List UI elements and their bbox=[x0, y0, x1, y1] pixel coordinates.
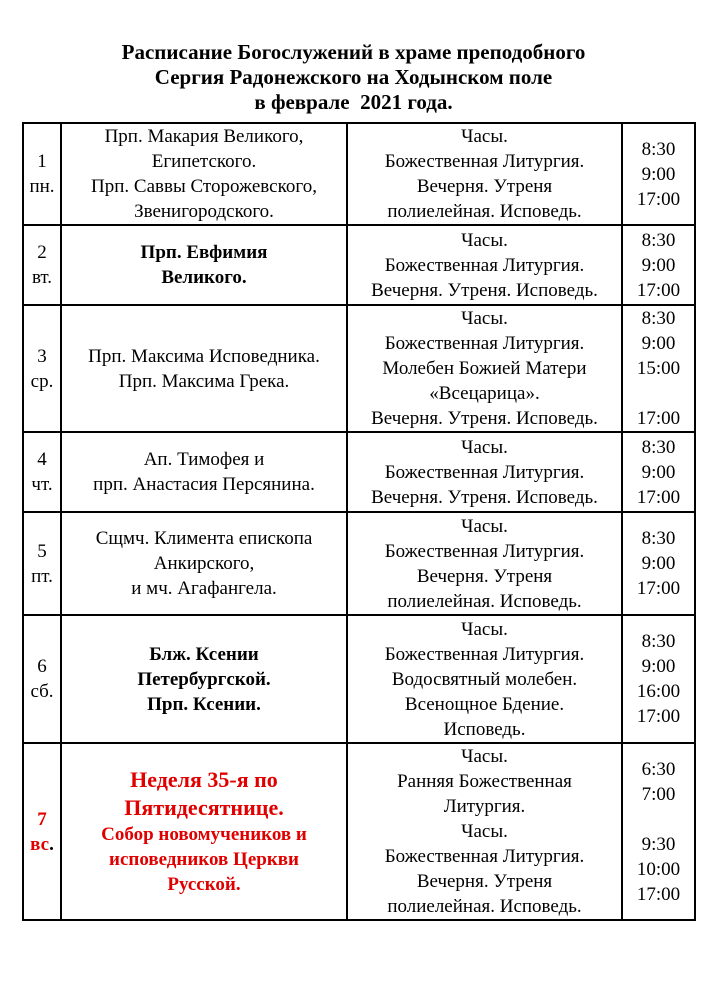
time-cell bbox=[622, 123, 695, 225]
service-line: Божественная Литургия. bbox=[384, 643, 585, 665]
time-value: 10:00 bbox=[636, 858, 681, 880]
time-cell bbox=[622, 432, 695, 512]
saint-cell bbox=[61, 512, 347, 615]
service-line: Часы. bbox=[461, 618, 508, 640]
saint-line: Египетского. bbox=[151, 151, 257, 172]
saint-cell bbox=[61, 123, 347, 225]
day-cell bbox=[23, 305, 61, 432]
time-spacer bbox=[623, 381, 694, 406]
day-cell bbox=[23, 123, 61, 225]
saint-cell bbox=[61, 432, 347, 512]
time-value: 9:00 bbox=[641, 163, 676, 185]
time-value: 17:00 bbox=[636, 279, 681, 301]
time-value: 8:30 bbox=[641, 229, 676, 251]
page-title bbox=[0, 40, 707, 115]
service-line: Водосвятный молебен. bbox=[391, 668, 578, 690]
time-value: 8:30 bbox=[641, 138, 676, 160]
saint-line: Великого. bbox=[161, 267, 247, 288]
time-value: 9:30 bbox=[641, 833, 676, 855]
saint-cell bbox=[61, 225, 347, 305]
service-line: полиелейная. Исповедь. bbox=[387, 590, 582, 612]
time-value: 8:30 bbox=[641, 631, 676, 652]
weekday: пн. bbox=[29, 176, 55, 197]
day-number: 7 bbox=[37, 808, 47, 830]
time-value: 9:00 bbox=[641, 333, 676, 354]
day-number: 1 bbox=[37, 151, 47, 172]
time-value: 17:00 bbox=[636, 706, 681, 727]
service-line: Всенощное Бдение. bbox=[404, 693, 565, 715]
services-cell bbox=[347, 615, 622, 743]
service-line: Вечерня. Утреня bbox=[416, 565, 553, 587]
weekday: чт. bbox=[31, 474, 53, 495]
service-line: Литургия. bbox=[443, 796, 526, 817]
day-cell bbox=[23, 743, 61, 920]
table-row bbox=[23, 123, 695, 225]
saint-line: Блж. Ксении bbox=[149, 643, 259, 665]
saint-line: Прп. Максима Грека. bbox=[118, 370, 290, 392]
time-value: 17:00 bbox=[636, 578, 681, 599]
time-cell bbox=[622, 615, 695, 743]
day-number: 4 bbox=[37, 449, 47, 470]
service-line: Божественная Литургия. bbox=[384, 254, 585, 276]
time-value: 9:00 bbox=[641, 553, 676, 574]
day-number: 3 bbox=[37, 345, 47, 367]
service-line: Часы. bbox=[461, 308, 508, 329]
service-line: Ранняя Божественная bbox=[397, 771, 572, 792]
service-line: Вечерня. Утреня. Исповедь. bbox=[371, 279, 598, 301]
time-value: 17:00 bbox=[636, 188, 681, 210]
saint-line: Собор новомучеников и bbox=[101, 824, 307, 845]
time-value: 17:00 bbox=[636, 486, 681, 508]
service-line: «Всецарица». bbox=[429, 383, 540, 404]
time-value: 17:00 bbox=[636, 408, 681, 429]
table-row bbox=[23, 432, 695, 512]
saint-line: Анкирского, bbox=[153, 553, 255, 574]
saint-line: Прп. Саввы Сторожевского, bbox=[91, 176, 317, 197]
time-value: 9:00 bbox=[641, 461, 676, 483]
services-cell bbox=[347, 512, 622, 615]
title-line-2: Сергия Радонежского на Ходынском поле bbox=[154, 65, 553, 89]
saint-cell bbox=[61, 615, 347, 743]
schedule-table bbox=[22, 122, 696, 921]
services-cell bbox=[347, 305, 622, 432]
day-cell bbox=[23, 512, 61, 615]
weekday: вт. bbox=[31, 267, 53, 288]
day-cell bbox=[23, 225, 61, 305]
saint-line: Ап. Тимофея и bbox=[143, 449, 265, 470]
time-value: 17:00 bbox=[636, 883, 681, 905]
service-line: Исповедь. bbox=[443, 718, 526, 740]
weekday: сб. bbox=[30, 681, 54, 702]
table-row bbox=[23, 225, 695, 305]
service-line: Вечерня. Утреня bbox=[416, 176, 553, 197]
saint-line: Звенигородского. bbox=[134, 201, 274, 222]
service-line: Божественная Литургия. bbox=[384, 333, 585, 354]
table-row bbox=[23, 305, 695, 432]
title-line-3: в феврале 2021 года. bbox=[254, 90, 453, 114]
saint-line: Петербургской. bbox=[137, 668, 271, 690]
saint-line: Сщмч. Климента епископа bbox=[95, 528, 313, 549]
saint-line: и мч. Агафангела. bbox=[131, 578, 277, 599]
table-row bbox=[23, 615, 695, 743]
service-line: полиелейная. Исповедь. bbox=[387, 896, 582, 917]
saint-line: Прп. Макария Великого, bbox=[104, 126, 304, 147]
day-number: 5 bbox=[37, 540, 47, 562]
time-value: 15:00 bbox=[636, 358, 681, 379]
service-line: Божественная Литургия. bbox=[384, 540, 585, 562]
saint-line: Русской. bbox=[167, 874, 241, 895]
service-line: Божественная Литургия. bbox=[384, 461, 585, 483]
service-line: Часы. bbox=[461, 229, 508, 251]
saint-line: Прп. Евфимия bbox=[140, 242, 268, 263]
service-line: полиелейная. Исповедь. bbox=[387, 201, 582, 222]
time-cell bbox=[622, 743, 695, 920]
service-line: Часы. bbox=[461, 126, 508, 147]
service-line: Часы. bbox=[461, 515, 508, 537]
service-line: Молебен Божией Матери bbox=[382, 358, 587, 379]
weekday-dot: . bbox=[49, 833, 54, 855]
services-cell bbox=[347, 225, 622, 305]
feast-title-line: Неделя 35-я по bbox=[130, 767, 278, 792]
weekday-text: вс bbox=[30, 833, 50, 855]
time-value: 8:30 bbox=[641, 308, 676, 329]
table-row bbox=[23, 512, 695, 615]
service-line: Вечерня. Утреня bbox=[416, 871, 553, 892]
saint-line: Прп. Максима Исповедника. bbox=[88, 345, 320, 367]
service-line: Божественная Литургия. bbox=[384, 151, 585, 172]
saint-line: Прп. Ксении. bbox=[147, 693, 261, 715]
time-cell bbox=[622, 225, 695, 305]
time-value: 8:30 bbox=[641, 528, 676, 549]
weekday: ср. bbox=[30, 370, 54, 392]
service-line: Вечерня. Утреня. Исповедь. bbox=[371, 408, 598, 429]
table-row bbox=[23, 743, 695, 920]
feast-title-line: Пятидесятнице. bbox=[124, 795, 284, 820]
day-cell bbox=[23, 615, 61, 743]
time-value: 7:00 bbox=[641, 783, 676, 805]
day-number: 2 bbox=[37, 242, 47, 263]
services-cell bbox=[347, 123, 622, 225]
service-line: Часы. bbox=[461, 746, 508, 767]
service-line: Часы. bbox=[461, 821, 508, 842]
service-line: Божественная Литургия. bbox=[384, 846, 585, 867]
time-value: 9:00 bbox=[641, 656, 676, 677]
time-spacer bbox=[623, 807, 694, 832]
saint-line: прп. Анастасия Персянина. bbox=[93, 474, 315, 495]
time-value: 6:30 bbox=[641, 758, 676, 780]
title-line-1: Расписание Богослужений в храме преподобного bbox=[121, 40, 586, 64]
time-cell bbox=[622, 305, 695, 432]
weekday: пт. bbox=[31, 565, 53, 587]
saint-cell bbox=[61, 305, 347, 432]
saint-cell bbox=[61, 743, 347, 920]
day-number: 6 bbox=[37, 656, 47, 677]
time-cell bbox=[622, 512, 695, 615]
services-cell bbox=[347, 743, 622, 920]
service-line: Вечерня. Утреня. Исповедь. bbox=[371, 486, 598, 508]
time-value: 9:00 bbox=[641, 254, 676, 276]
time-value: 8:30 bbox=[641, 436, 676, 458]
weekday bbox=[24, 832, 60, 857]
saint-line: исповедников Церкви bbox=[109, 849, 299, 870]
day-cell bbox=[23, 432, 61, 512]
service-line: Часы. bbox=[461, 436, 508, 458]
services-cell bbox=[347, 432, 622, 512]
time-value: 16:00 bbox=[636, 681, 681, 702]
